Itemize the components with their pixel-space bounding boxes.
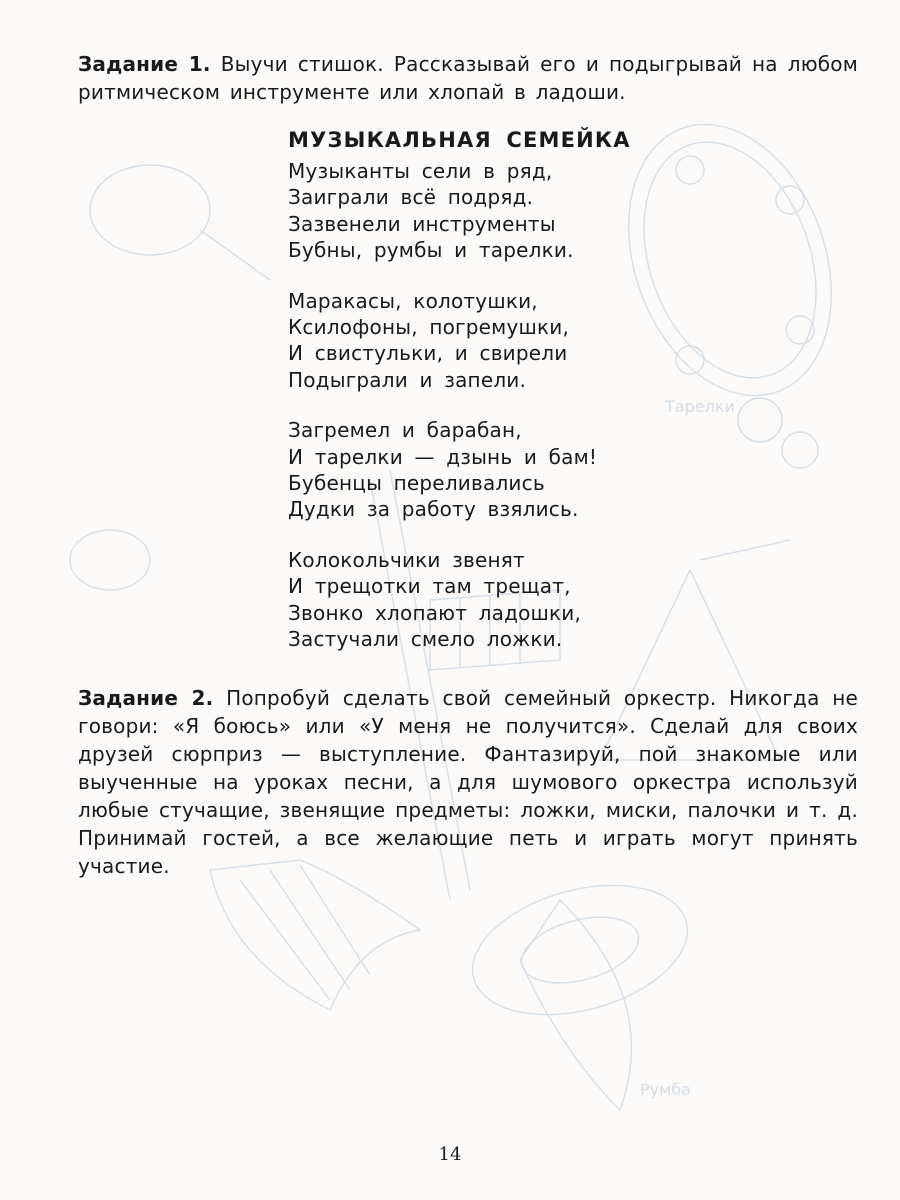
poem-line: Бубны, румбы и тарелки. — [288, 238, 574, 263]
poem-stanza-4 — [288, 547, 708, 653]
poem-line: Музыканты сели в ряд, — [288, 159, 553, 183]
poem-line: Маракасы, колотушки, — [288, 288, 538, 313]
poem-line: Заиграли всё подряд. — [288, 185, 534, 210]
poem-line: И тарелки — дзынь и бам! — [288, 444, 598, 469]
rumba-shape — [520, 900, 631, 1110]
poem-line: Застучали смело ложки. — [288, 627, 563, 652]
poem-line: Подыграли и запели. — [288, 367, 527, 392]
poem-line: И свистульки, и свирели — [288, 341, 568, 366]
page-number: 14 — [438, 1144, 462, 1165]
poem-line: Зазвенели инструменты — [288, 211, 556, 236]
label-rumba: Румба — [640, 1080, 691, 1099]
task-2-label: Задание 2. — [78, 686, 214, 710]
task-2-text: Попробуй сделать свой семейный оркестр. Никогда не говори: «Я боюсь» или «У меня не получится». Сделай для своих друзей сюрприз — выступление. Фантазируй, пой знакомые или выученные на уроках песни, а для шумового оркестра используй любые стучащие, звенящие предметы: ложки, миски, палочки и т. д. Принимай гостей, а все желающие петь и играть могут принять участие. — [78, 686, 859, 878]
poem-line: Колокольчики звенят — [288, 547, 525, 572]
maracas-shape — [90, 165, 210, 255]
task-1 — [78, 50, 858, 106]
poem-line: Загремел и барабан, — [288, 418, 522, 443]
task-1-label: Задание 1. — [78, 52, 211, 76]
poem-line: Дудки за работу взялись. — [288, 497, 579, 522]
poem-stanza-2 — [288, 288, 708, 394]
poem-line: Звонко хлопают ладошки, — [288, 600, 582, 625]
task-2 — [78, 684, 858, 880]
poem-stanza-1 — [288, 158, 708, 264]
poem-stanza-3 — [288, 417, 708, 523]
task-1-text: Выучи стишок. Рассказывай его и подыгрывай на любом ритмическом инструменте или хлопай в ладоши. — [78, 52, 859, 104]
poem-title: МУЗЫКАЛЬНАЯ СЕМЕЙКА — [288, 128, 631, 152]
poem-line: Ксилофоны, погремушки, — [288, 315, 570, 340]
poem — [288, 124, 708, 677]
label-cymbals: Тарелки — [665, 397, 735, 416]
poem-line: И трещотки там трещат, — [288, 574, 571, 599]
poem-line: Бубенцы переливались — [288, 471, 545, 496]
